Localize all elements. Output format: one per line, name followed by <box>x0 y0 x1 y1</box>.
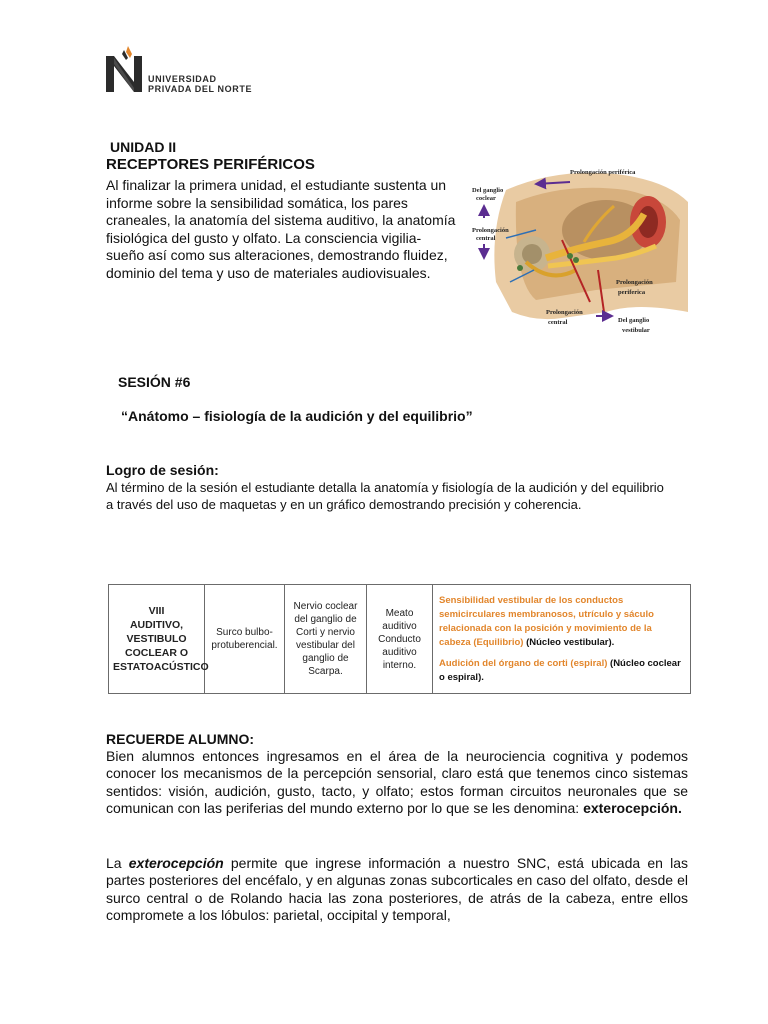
university-name-line2: PRIVADA DEL NORTE <box>148 84 253 94</box>
cranial-nerve-table <box>108 584 691 694</box>
nerve-name-line: VESTIBULO <box>126 633 187 645</box>
label-prolongacion: Prolongación <box>472 227 509 234</box>
function-auditory-text: Audición del órgano de corti (espiral) <box>439 657 608 669</box>
label-del-ganglio-b: Del ganglio <box>618 317 650 324</box>
function-vestibular-text: Sensibilidad vestibular de los conductos semicirculares membranosos, utrículo y sáculo relacionada con la posición y movimiento de la cabeza (Equilibrio) <box>439 594 654 648</box>
logro-text: Al término de la sesión el estudiante detalla la anatomía y fisiología de la audición y del equilibrio a través del uso de maquetas y en un gráfico demostrando precisión y coherencia. <box>106 480 664 512</box>
function-auditory-nucleus: (Núcleo coclear o espiral). <box>439 657 681 683</box>
function-cell <box>433 585 691 694</box>
function-paragraph-1 <box>439 594 684 650</box>
paragraph-2-term: exterocepción <box>128 855 224 871</box>
function-paragraph-2 <box>439 657 684 685</box>
nerve-name-line: AUDITIVO, <box>129 619 184 631</box>
paragraph-1-bold-term: exterocepción. <box>583 800 682 817</box>
function-vestibular-nucleus: (Núcleo vestibular). <box>523 636 615 648</box>
university-name-line1: UNIVERSIDAD <box>148 74 217 84</box>
ear-anatomy-figure <box>466 162 690 342</box>
paragraph-1-text: Bien alumnos entonces ingresamos en el área de la neurociencia cognitiva y podemos conocer los mecanismos de la percepción sensorial, claro está que tenemos cinco sistemas sentidos: visión, audición, gusto, tacto, y olfato; estos forman circuitos neuronales que se comunican con las periferias del mundo externo por lo que se les denomina: <box>106 748 688 817</box>
session-label: SESIÓN #6 <box>118 374 191 390</box>
unit-intro: Al finalizar la primera unidad, el estudiante sustenta un informe sobre la sensibilidad somática, los pares craneales, la anatomía del sistema auditivo, la anatomía fisiológica del gusto y olfato. La consciencia vigilia-sueño así como sus alteraciones, demostrando fluidez, dominio del tema y uso de materiales audiovisuales. <box>106 177 456 281</box>
nerve-components-cell: Nervio coclear del ganglio de Corti y nervio vestibular del ganglio de Scarpa. <box>285 585 367 694</box>
recuerde-paragraph-1 <box>106 748 688 818</box>
table-row <box>109 585 691 694</box>
exit-cell: Meato auditivo Conducto auditivo interno. <box>367 585 433 694</box>
origin-cell: Surco bulbo-protuberencial. <box>205 585 285 694</box>
nerve-name-line: VIII <box>148 605 165 617</box>
university-name <box>148 74 252 94</box>
nerve-name-cell <box>109 585 209 694</box>
paragraph-2-prefix: La <box>106 855 129 871</box>
recuerde-paragraph-2 <box>106 855 688 925</box>
label-del-ganglio: Del ganglio <box>472 187 504 194</box>
label-prolongacion-periferica-top: Prolongación periférica <box>570 169 636 176</box>
label-central: central <box>476 235 496 242</box>
label-periferica-r: periferica <box>618 289 646 296</box>
label-prolongacion-r: Prolongación <box>616 279 653 286</box>
label-coclear: coclear <box>476 195 496 202</box>
unit-title: RECEPTORES PERIFÉRICOS <box>106 156 315 173</box>
nerve-name-line: ESTATOACÚSTICO <box>113 661 209 673</box>
session-title: “Anátomo – fisiología de la audición y del equilibrio” <box>121 408 473 424</box>
unit-label: UNIDAD II <box>110 139 177 155</box>
nerve-name-line: COCLEAR O <box>125 647 188 659</box>
logro-heading: Logro de sesión: <box>106 462 219 478</box>
label-central-b: central <box>548 319 568 326</box>
label-vestibular: vestibular <box>622 327 650 334</box>
paragraph-2-text: permite que ingrese información a nuestro SNC, está ubicada en las partes posteriores del encéfalo, y en algunas zonas subcorticales en caso del olfato, desde el surco central o de Rolando hacia las zona posteriores, de atrás de la cabeza, entre ellos compromete a los lóbulos: parietal, occipital y temporal, <box>106 855 688 924</box>
recuerde-heading: RECUERDE ALUMNO: <box>106 731 255 747</box>
label-prolongacion-b: Prolongación <box>546 309 583 316</box>
